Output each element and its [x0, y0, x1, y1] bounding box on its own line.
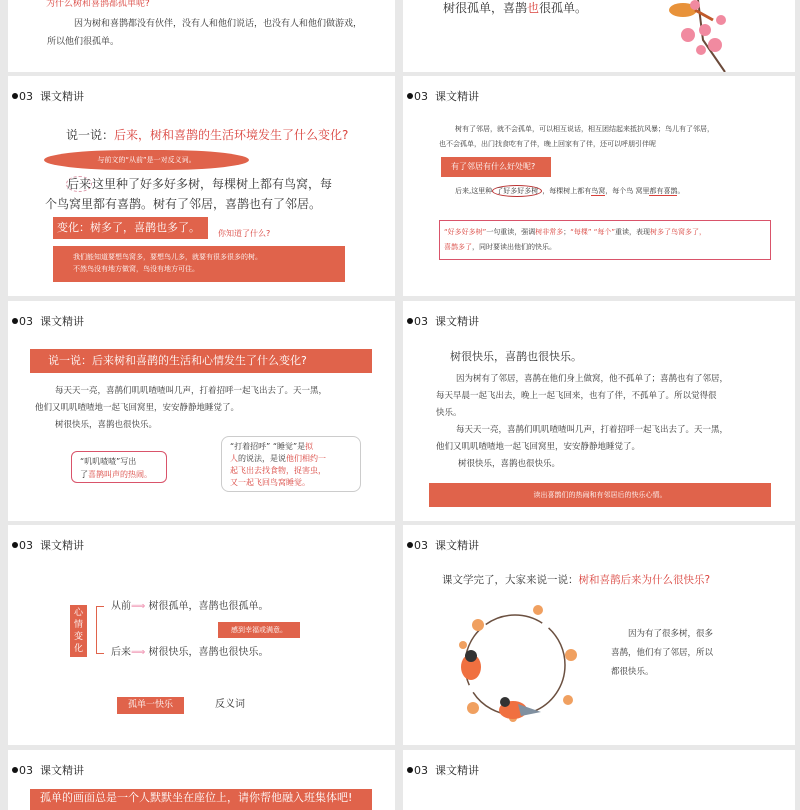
bracket [96, 606, 104, 654]
slide-lonely-reason[interactable] [8, 0, 395, 72]
bullet-icon [407, 93, 413, 99]
bullet-icon [12, 318, 18, 324]
bullet-icon [12, 767, 18, 773]
slide-why-happy[interactable] [403, 525, 795, 745]
after-row: 后来⟹ 树很快乐，喜鹊也很快乐。 [111, 647, 269, 658]
slide-mood-diagram[interactable] [8, 525, 395, 745]
paragraph-line: 每天天一亮，喜鹊们叽叽喳喳叫几声，打着招呼一起飞出去了。天一黑， [55, 386, 328, 396]
paragraph-line: 树有了邻居，就不会孤单，可以相互说话，相互团结起来抵抗风暴；鸟儿有了邻居， [455, 125, 714, 133]
paragraph-line: 后来这里种了好多好多树，每棵树上都有鸟窝，每 [67, 177, 333, 191]
section-header: 03 课文精讲 [407, 88, 479, 104]
answer-line: 喜鹊，他们有了邻居，所以 [611, 648, 714, 658]
section-header: 03 课文精讲 [407, 762, 479, 778]
paragraph-line: 个鸟窝里都有喜鹊。树有了邻居，喜鹊也有了邻居。 [45, 197, 322, 211]
question: 为什么树和喜鹊都孤单呢? [46, 0, 150, 9]
slide-happy[interactable] [403, 301, 795, 521]
callout-personification: “打着招呼” “睡觉”是拟 人的说法，是说他们相约一 起飞出去找食物，捉害虫， 又一起飞回鸟窝睡觉。 [221, 436, 361, 492]
bullet-icon [407, 318, 413, 324]
prompt: 说一说：后来，树和喜鹊的生活环境发生了什么变化? [66, 128, 349, 142]
arrow-icon: ⟹ [131, 601, 146, 612]
note-box: “好多好多树”一句重读，强调树非常多；“每棵” “每个”重读，表现树多了鸟窝多了， 喜鹊多了，同时要读出他们的快乐。 [439, 220, 771, 260]
reading-banner: 读出喜鹊们的热闹和有邻居后的快乐心情。 [429, 483, 771, 507]
section-header: 03 课文精讲 [12, 762, 84, 778]
bird-wreath-illustration [453, 600, 583, 730]
slide-neighbors-benefit[interactable] [403, 76, 795, 296]
slide-life-mood-change[interactable] [8, 301, 395, 521]
info-box: 我们能知道要想鸟窝多，要想鸟儿多，就要有很多很多的树。 不然鸟没有地方做窝，鸟没有地方可住。 [53, 246, 345, 282]
sentence: 后来,这里种 了好多好多树 ，每棵树上都有鸟窝，每个鸟 窝里都有喜鹊。 [455, 187, 685, 195]
slide-lonely[interactable] [403, 0, 795, 72]
mood-change-label: 心情变化 [70, 605, 87, 657]
bullet-icon [407, 767, 413, 773]
paragraph-line: 也不会孤单，出门找食吃有了伴，晚上回家有了伴，还可以呼朋引伴呢 [439, 140, 656, 148]
arrow-icon: ⟹ [131, 647, 146, 658]
answer-line: 所以他们很孤单。 [47, 37, 120, 47]
slide-next-left[interactable] [8, 750, 395, 810]
before-row: 从前⟹ 树很孤单，喜鹊也很孤单。 [111, 601, 269, 612]
antonym-pair: 孤单一快乐 [117, 697, 184, 714]
slide-next-right[interactable] [403, 750, 795, 810]
question-banner: 说一说：后来树和喜鹊的生活和心情发生了什么变化? [30, 349, 372, 373]
question-box: 有了邻居有什么好处呢? [441, 157, 551, 177]
bullet-icon [407, 542, 413, 548]
callout-chirping: “叽叽喳喳”写出 了喜鹊叫声的热闹。 [71, 451, 167, 483]
paragraph-line: 快乐。 [436, 408, 462, 418]
feel-box: 感到幸福或满意。 [218, 622, 300, 638]
prompt: 课文学完了，大家来说一说：树和喜鹊后来为什么很快乐? [442, 574, 711, 586]
answer-line: 因为有了很多树，很多 [628, 629, 714, 639]
bullet-icon [12, 93, 18, 99]
paragraph-line: 他们又叽叽喳喳地一起飞回窝里，安安静静地睡觉了。 [35, 403, 240, 413]
paragraph-line: 树很快乐，喜鹊也很快乐。 [458, 459, 561, 469]
paragraph-line: 因为树有了邻居，喜鹊在他们身上做窝，他不孤单了；喜鹊也有了邻居， [456, 374, 729, 384]
section-header: 03 课文精讲 [407, 537, 479, 553]
title-line: 树很快乐，喜鹊也很快乐。 [450, 350, 582, 363]
answer-line: 因为树和喜鹊都没有伙伴，没有人和他们说话，也没有人和他们做游戏， [74, 19, 363, 29]
paragraph-line: 每天天一亮，喜鹊们叽叽喳喳叫几声，打着招呼一起飞出去了。天一黑， [456, 425, 729, 435]
paragraph-line: 树很快乐，喜鹊也很快乐。 [55, 420, 158, 430]
section-header: 03 课文精讲 [12, 537, 84, 553]
brush-note: 与前文的“从前”是一对反义词。 [44, 150, 249, 170]
answer-line: 都很快乐。 [611, 667, 654, 677]
section-header: 03 课文精讲 [12, 88, 84, 104]
bullet-icon [12, 542, 18, 548]
paragraph-line: 他们又叽叽喳喳地一起飞回窝里，安安静静地睡觉了。 [436, 442, 641, 452]
paragraph-line: 每天早晨一起飞出去，晚上一起飞回来，也有了伴，不孤单了。所以觉得很 [436, 391, 717, 401]
change-box: 变化：树多了，喜鹊也多了。 [53, 217, 208, 239]
section-header: 03 课文精讲 [407, 313, 479, 329]
ask-text: 你知道了什么? [218, 229, 271, 238]
section-header: 03 课文精讲 [12, 313, 84, 329]
bird-blossom-illustration [633, 0, 733, 72]
lonely-line: 树很孤单，喜鹊也很孤单。 [443, 1, 588, 15]
slide-environment-change[interactable] [8, 76, 395, 296]
antonym-label: 反义词 [215, 699, 245, 710]
question-banner: 孤单的画面总是一个人默默坐在座位上，请你帮他融入班集体吧! [30, 789, 372, 810]
